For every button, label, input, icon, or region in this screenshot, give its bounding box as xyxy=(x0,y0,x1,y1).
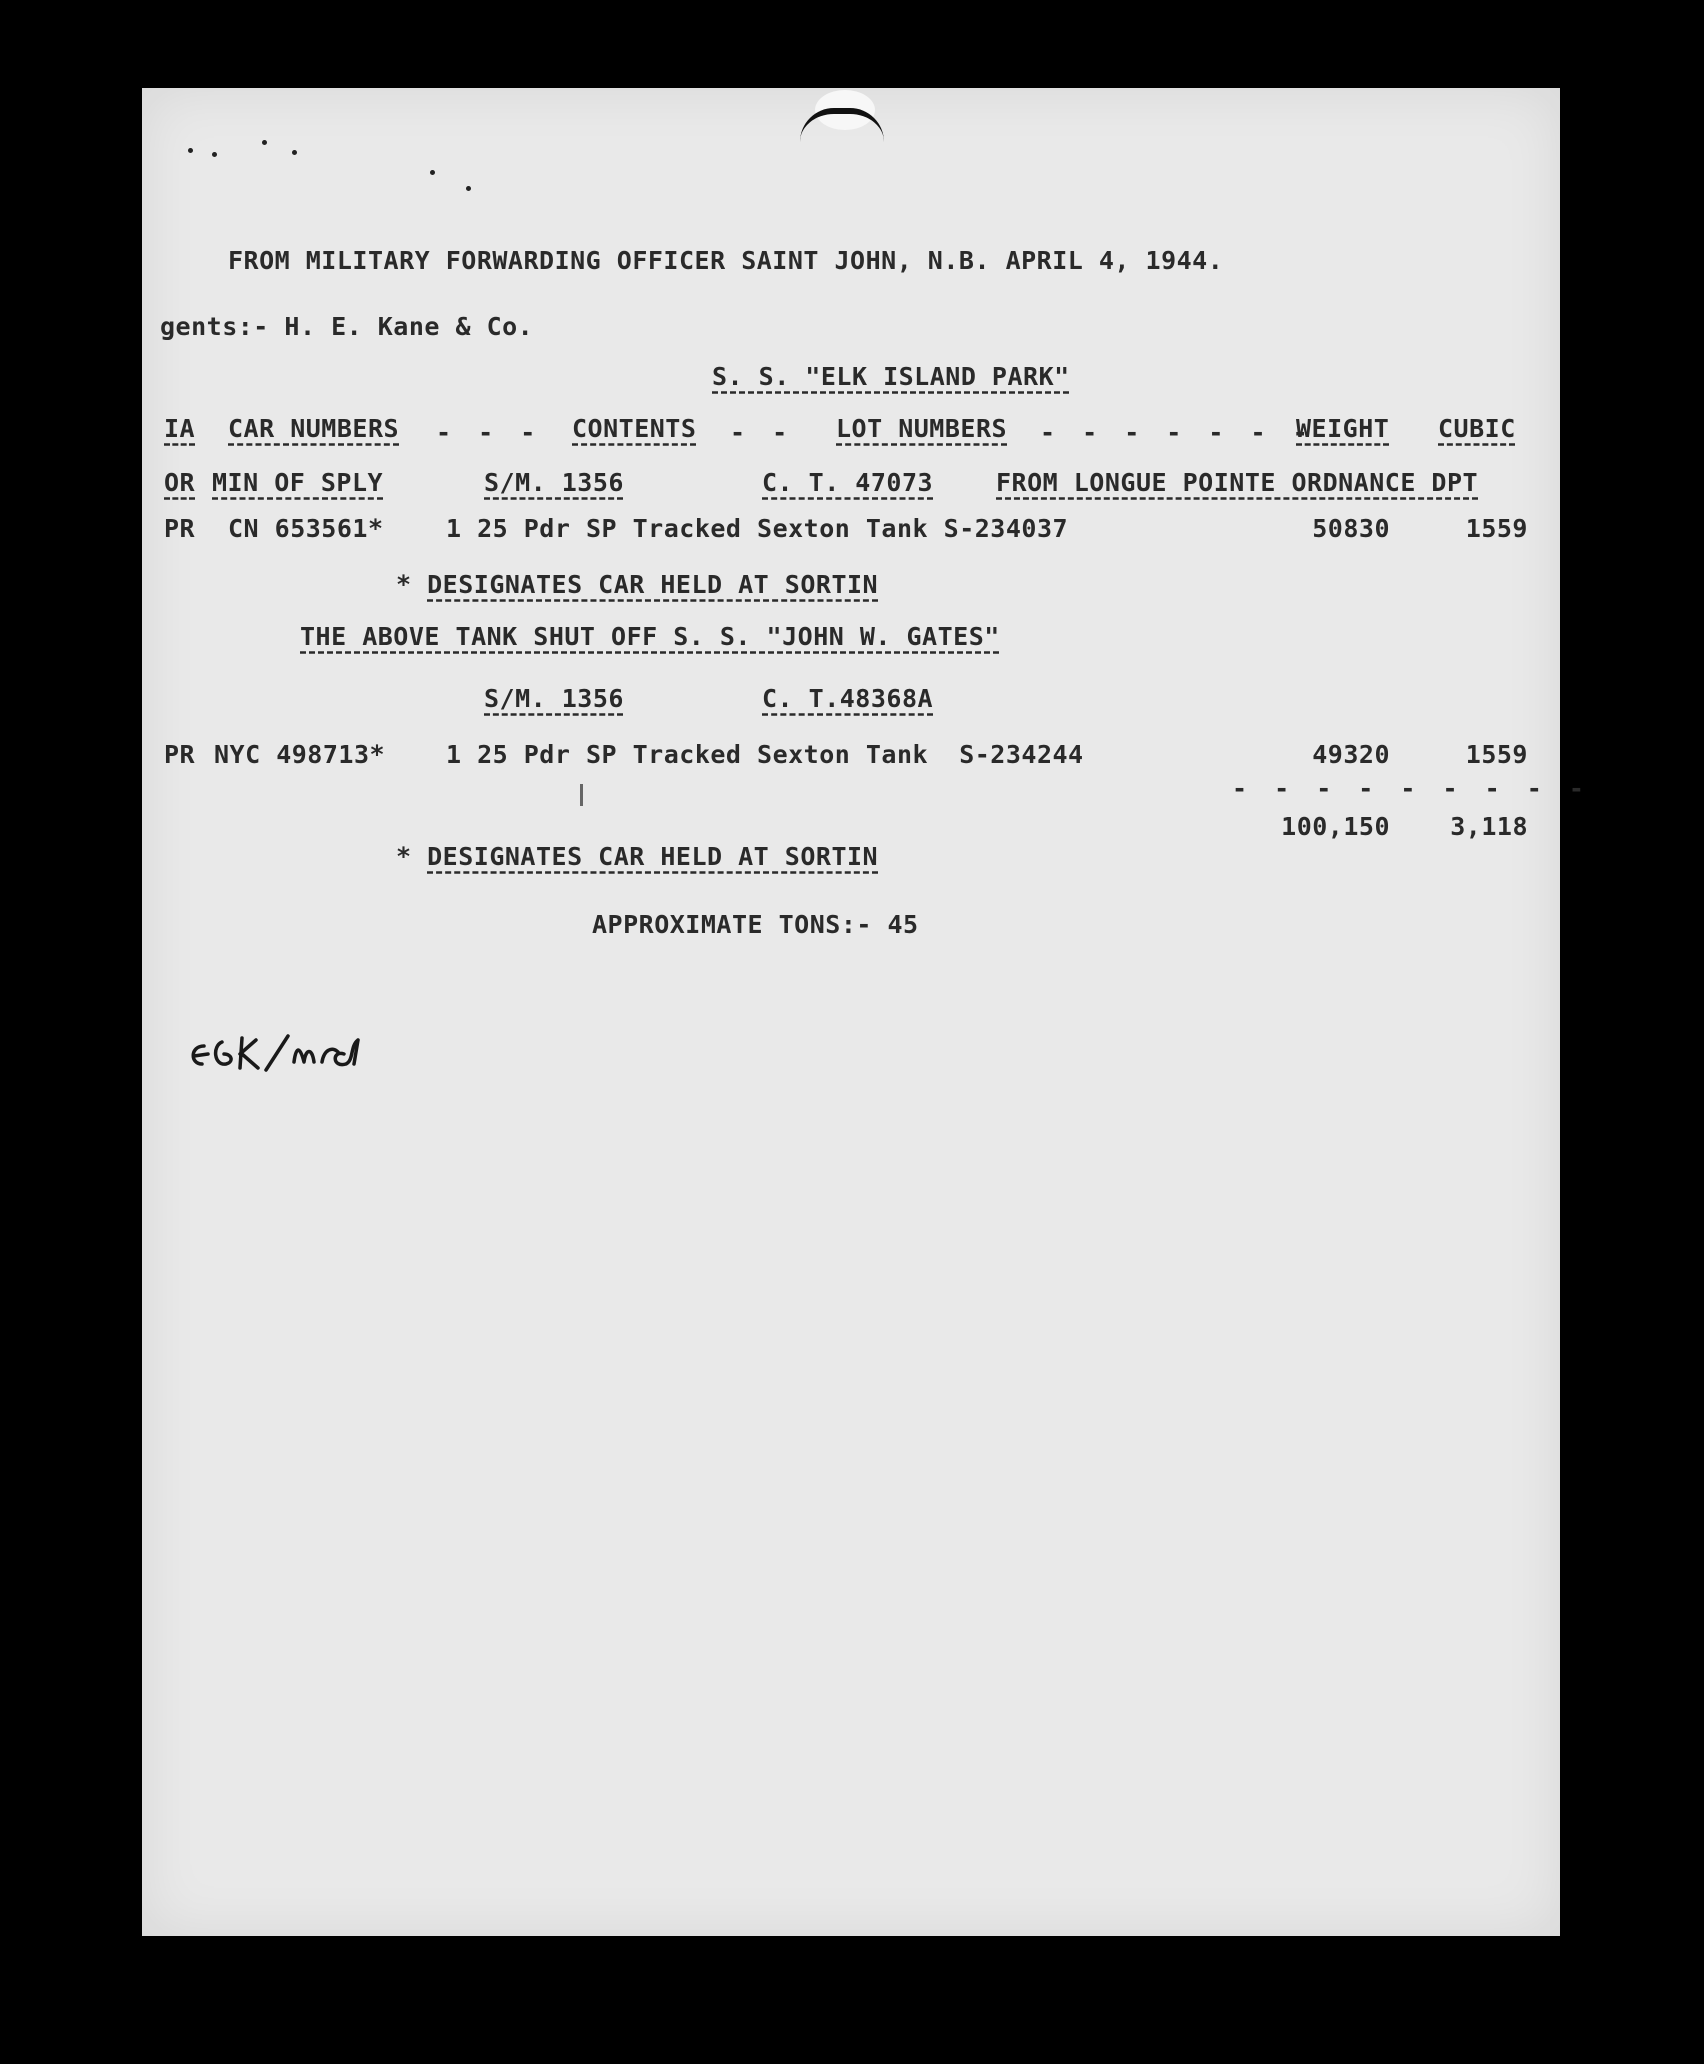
shutoff-line: THE ABOVE TANK SHUT OFF S. S. "JOHN W. GATES" xyxy=(300,622,1000,651)
speck xyxy=(430,170,435,175)
agents-line: gents:- H. E. Kane & Co. xyxy=(160,312,534,341)
handwritten-initials xyxy=(182,1024,392,1084)
col-car-numbers: CAR NUMBERS xyxy=(228,414,400,443)
row2-car: NYC 498713* xyxy=(214,740,386,769)
approx-tons: APPROXIMATE TONS:- 45 xyxy=(592,910,919,939)
speck xyxy=(188,148,193,153)
note-text: DESIGNATES CAR HELD AT SORTIN xyxy=(427,842,879,871)
speck xyxy=(262,140,267,145)
speck xyxy=(212,152,217,157)
section1-sm: S/M. 1356 xyxy=(484,468,624,497)
section1-from: FROM LONGUE POINTE ORDNANCE DPT xyxy=(996,468,1479,497)
row1-contents: 1 25 Pdr SP Tracked Sexton Tank S-234037 xyxy=(446,514,1069,543)
col-contents: CONTENTS xyxy=(572,414,697,443)
section1-label: MIN OF SPLY xyxy=(212,468,384,497)
note2 xyxy=(396,842,878,871)
note-asterisk: * xyxy=(396,842,428,871)
note-text: DESIGNATES CAR HELD AT SORTIN xyxy=(427,570,879,599)
note1 xyxy=(396,570,878,599)
col-lot-numbers: LOT NUMBERS xyxy=(836,414,1008,443)
note-asterisk: * xyxy=(396,570,428,599)
ship-name: S. S. "ELK ISLAND PARK" xyxy=(712,362,1070,391)
total-rule: - - - - - - - - - xyxy=(1232,774,1590,803)
row1-weight: 50830 xyxy=(1312,514,1390,543)
section2-ct: C. T.48368A xyxy=(762,684,934,713)
speck xyxy=(466,186,471,191)
col-ia: IA xyxy=(164,414,196,443)
row2-weight: 49320 xyxy=(1312,740,1390,769)
row2-code: PR xyxy=(164,740,196,769)
from-line: FROM MILITARY FORWARDING OFFICER SAINT JOHN, N.B. APRIL 4, 1944. xyxy=(228,246,1224,275)
row2-cubic: 1559 xyxy=(1465,740,1528,769)
row1-code: PR xyxy=(164,514,196,543)
row1-car: CN 653561* xyxy=(228,514,384,543)
total-weight: 100,150 xyxy=(1281,812,1390,841)
section1-ct: C. T. 47073 xyxy=(762,468,934,497)
section2-sm: S/M. 1356 xyxy=(484,684,624,713)
total-cubic: 3,118 xyxy=(1450,812,1528,841)
row2-contents: 1 25 Pdr SP Tracked Sexton Tank S-234244 xyxy=(446,740,1084,769)
col-weight: WEIGHT xyxy=(1296,414,1390,443)
row1-cubic: 1559 xyxy=(1465,514,1528,543)
header-dashes: - - - - - - - xyxy=(1040,418,1314,447)
col-cubic: CUBIC xyxy=(1438,414,1516,443)
section1-prefix: OR xyxy=(164,468,196,497)
header-dashes: - - - xyxy=(436,418,542,447)
stray-mark xyxy=(580,784,583,806)
header-dashes: - - xyxy=(730,418,794,447)
speck xyxy=(292,150,297,155)
